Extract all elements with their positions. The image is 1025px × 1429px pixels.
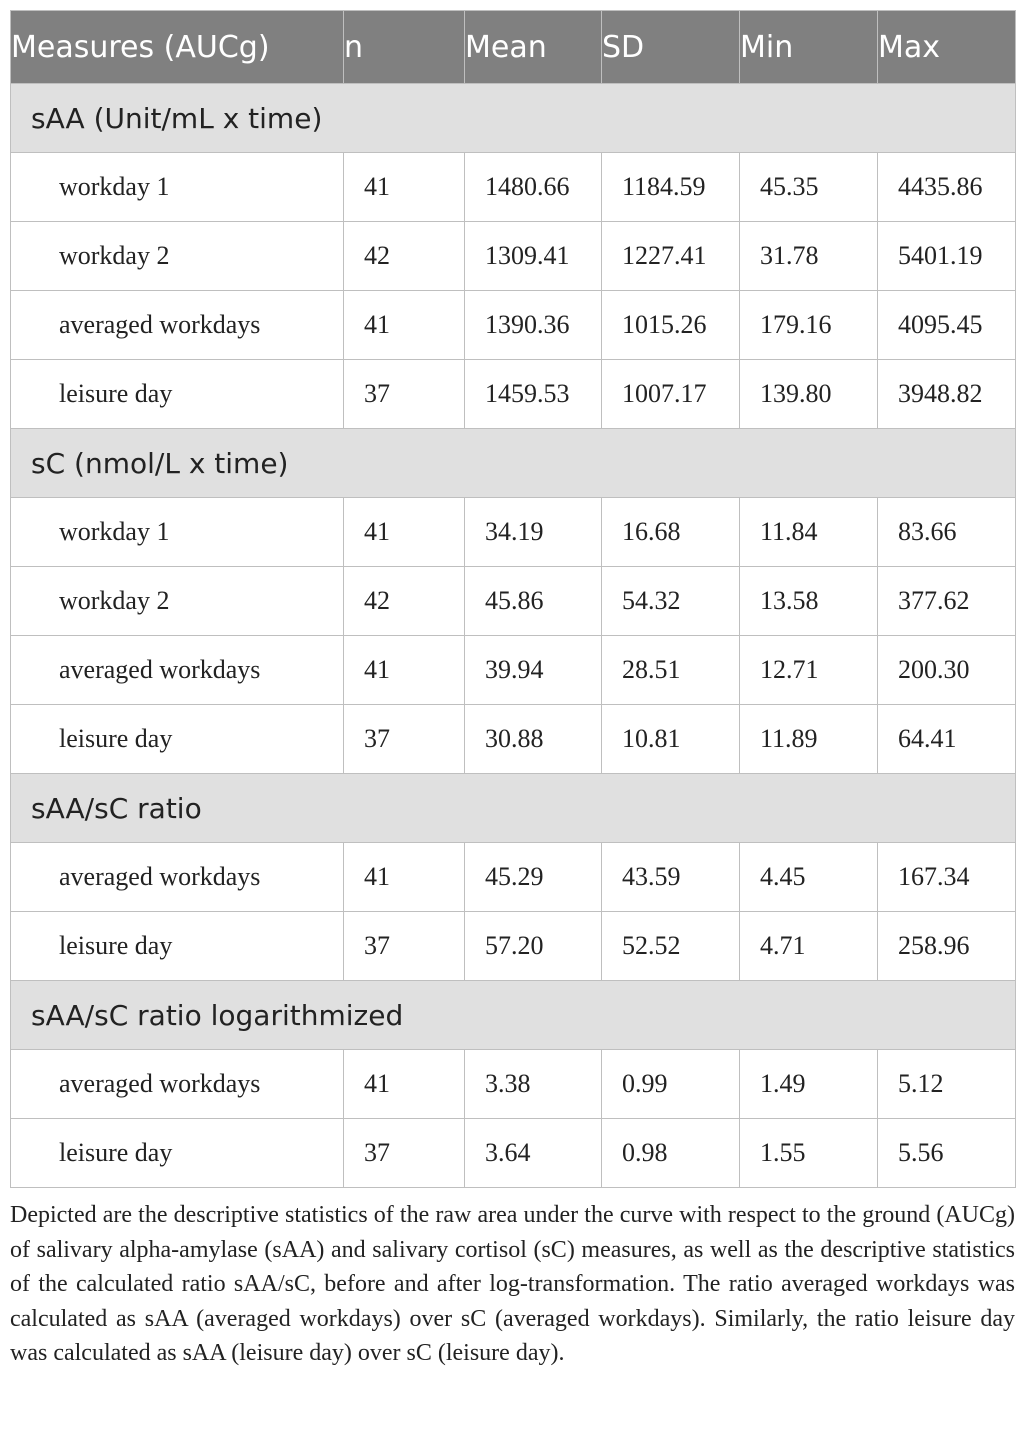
header-row (11, 11, 1016, 84)
cell-label: leisure day (11, 1119, 344, 1188)
cell-max: 64.41 (878, 705, 1016, 774)
descriptive-statistics-table (10, 10, 1016, 1188)
cell-label: workday 1 (11, 153, 344, 222)
table-row (11, 498, 1016, 567)
table-header (11, 11, 1016, 84)
cell-mean: 30.88 (465, 705, 602, 774)
cell-label: workday 1 (11, 498, 344, 567)
header-min: Min (740, 11, 878, 84)
cell-label: workday 2 (11, 222, 344, 291)
cell-min: 1.55 (740, 1119, 878, 1188)
cell-n: 37 (344, 912, 465, 981)
cell-max: 3948.82 (878, 360, 1016, 429)
cell-sd: 54.32 (602, 567, 740, 636)
table-row (11, 291, 1016, 360)
table-row (11, 843, 1016, 912)
cell-max: 377.62 (878, 567, 1016, 636)
cell-min: 4.45 (740, 843, 878, 912)
cell-label: leisure day (11, 705, 344, 774)
table-row (11, 912, 1016, 981)
cell-label: workday 2 (11, 567, 344, 636)
section-row (11, 981, 1016, 1050)
cell-max: 167.34 (878, 843, 1016, 912)
cell-n: 41 (344, 498, 465, 567)
table-row (11, 1050, 1016, 1119)
cell-min: 11.89 (740, 705, 878, 774)
table-row (11, 222, 1016, 291)
cell-n: 37 (344, 360, 465, 429)
cell-n: 41 (344, 153, 465, 222)
cell-sd: 0.98 (602, 1119, 740, 1188)
cell-sd: 1227.41 (602, 222, 740, 291)
section-title: sAA/sC ratio logarithmized (11, 981, 1016, 1050)
cell-n: 42 (344, 222, 465, 291)
cell-n: 42 (344, 567, 465, 636)
cell-label: averaged workdays (11, 291, 344, 360)
cell-max: 4435.86 (878, 153, 1016, 222)
cell-min: 179.16 (740, 291, 878, 360)
cell-mean: 1459.53 (465, 360, 602, 429)
header-max: Max (878, 11, 1016, 84)
table-row (11, 636, 1016, 705)
cell-n: 41 (344, 636, 465, 705)
cell-label: averaged workdays (11, 1050, 344, 1119)
cell-sd: 1007.17 (602, 360, 740, 429)
cell-max: 5.56 (878, 1119, 1016, 1188)
header-mean: Mean (465, 11, 602, 84)
cell-max: 200.30 (878, 636, 1016, 705)
section-row (11, 429, 1016, 498)
table-row (11, 153, 1016, 222)
section-row (11, 84, 1016, 153)
cell-mean: 3.38 (465, 1050, 602, 1119)
cell-label: averaged workdays (11, 843, 344, 912)
table-footnote: Depicted are the descriptive statistics of the raw area under the curve with respect to the ground (AUCg) of salivary alpha-amylase (sAA) and salivary cortisol (sC) measures, as well as the descriptive statistics of the calculated ratio sAA/sC, before and after log-transformation. The ratio averaged workdays was calculated as sAA (averaged workdays) over sC (averaged workdays). Similarly, the ratio leisure day was calculated as sAA (leisure day) over sC (leisure day). (10, 1202, 1015, 1366)
cell-max: 83.66 (878, 498, 1016, 567)
cell-max: 4095.45 (878, 291, 1016, 360)
cell-n: 41 (344, 291, 465, 360)
cell-mean: 45.29 (465, 843, 602, 912)
cell-sd: 1184.59 (602, 153, 740, 222)
cell-n: 41 (344, 843, 465, 912)
table-container (10, 10, 1015, 1395)
header-n: n (344, 11, 465, 84)
section-row (11, 774, 1016, 843)
cell-sd: 43.59 (602, 843, 740, 912)
cell-min: 31.78 (740, 222, 878, 291)
cell-min: 1.49 (740, 1050, 878, 1119)
table-row (11, 705, 1016, 774)
cell-max: 258.96 (878, 912, 1016, 981)
cell-mean: 3.64 (465, 1119, 602, 1188)
section-title: sC (nmol/L x time) (11, 429, 1016, 498)
cell-max: 5401.19 (878, 222, 1016, 291)
header-sd: SD (602, 11, 740, 84)
table-body (11, 84, 1016, 1188)
cell-sd: 28.51 (602, 636, 740, 705)
section-title: sAA/sC ratio (11, 774, 1016, 843)
cell-n: 37 (344, 705, 465, 774)
cell-n: 41 (344, 1050, 465, 1119)
cell-max: 5.12 (878, 1050, 1016, 1119)
cell-mean: 39.94 (465, 636, 602, 705)
cell-sd: 0.99 (602, 1050, 740, 1119)
cell-sd: 10.81 (602, 705, 740, 774)
cell-min: 4.71 (740, 912, 878, 981)
cell-min: 11.84 (740, 498, 878, 567)
cell-mean: 1480.66 (465, 153, 602, 222)
table-row (11, 1119, 1016, 1188)
cell-label: leisure day (11, 360, 344, 429)
cell-label: averaged workdays (11, 636, 344, 705)
header-measures: Measures (AUCg) (11, 11, 344, 84)
cell-min: 13.58 (740, 567, 878, 636)
section-title: sAA (Unit/mL x time) (11, 84, 1016, 153)
cell-mean: 1390.36 (465, 291, 602, 360)
cell-min: 139.80 (740, 360, 878, 429)
cell-sd: 1015.26 (602, 291, 740, 360)
cell-sd: 16.68 (602, 498, 740, 567)
cell-mean: 1309.41 (465, 222, 602, 291)
table-row (11, 360, 1016, 429)
cell-n: 37 (344, 1119, 465, 1188)
cell-min: 12.71 (740, 636, 878, 705)
table-row (11, 567, 1016, 636)
cell-mean: 57.20 (465, 912, 602, 981)
cell-mean: 34.19 (465, 498, 602, 567)
cell-label: leisure day (11, 912, 344, 981)
cell-sd: 52.52 (602, 912, 740, 981)
cell-min: 45.35 (740, 153, 878, 222)
cell-mean: 45.86 (465, 567, 602, 636)
